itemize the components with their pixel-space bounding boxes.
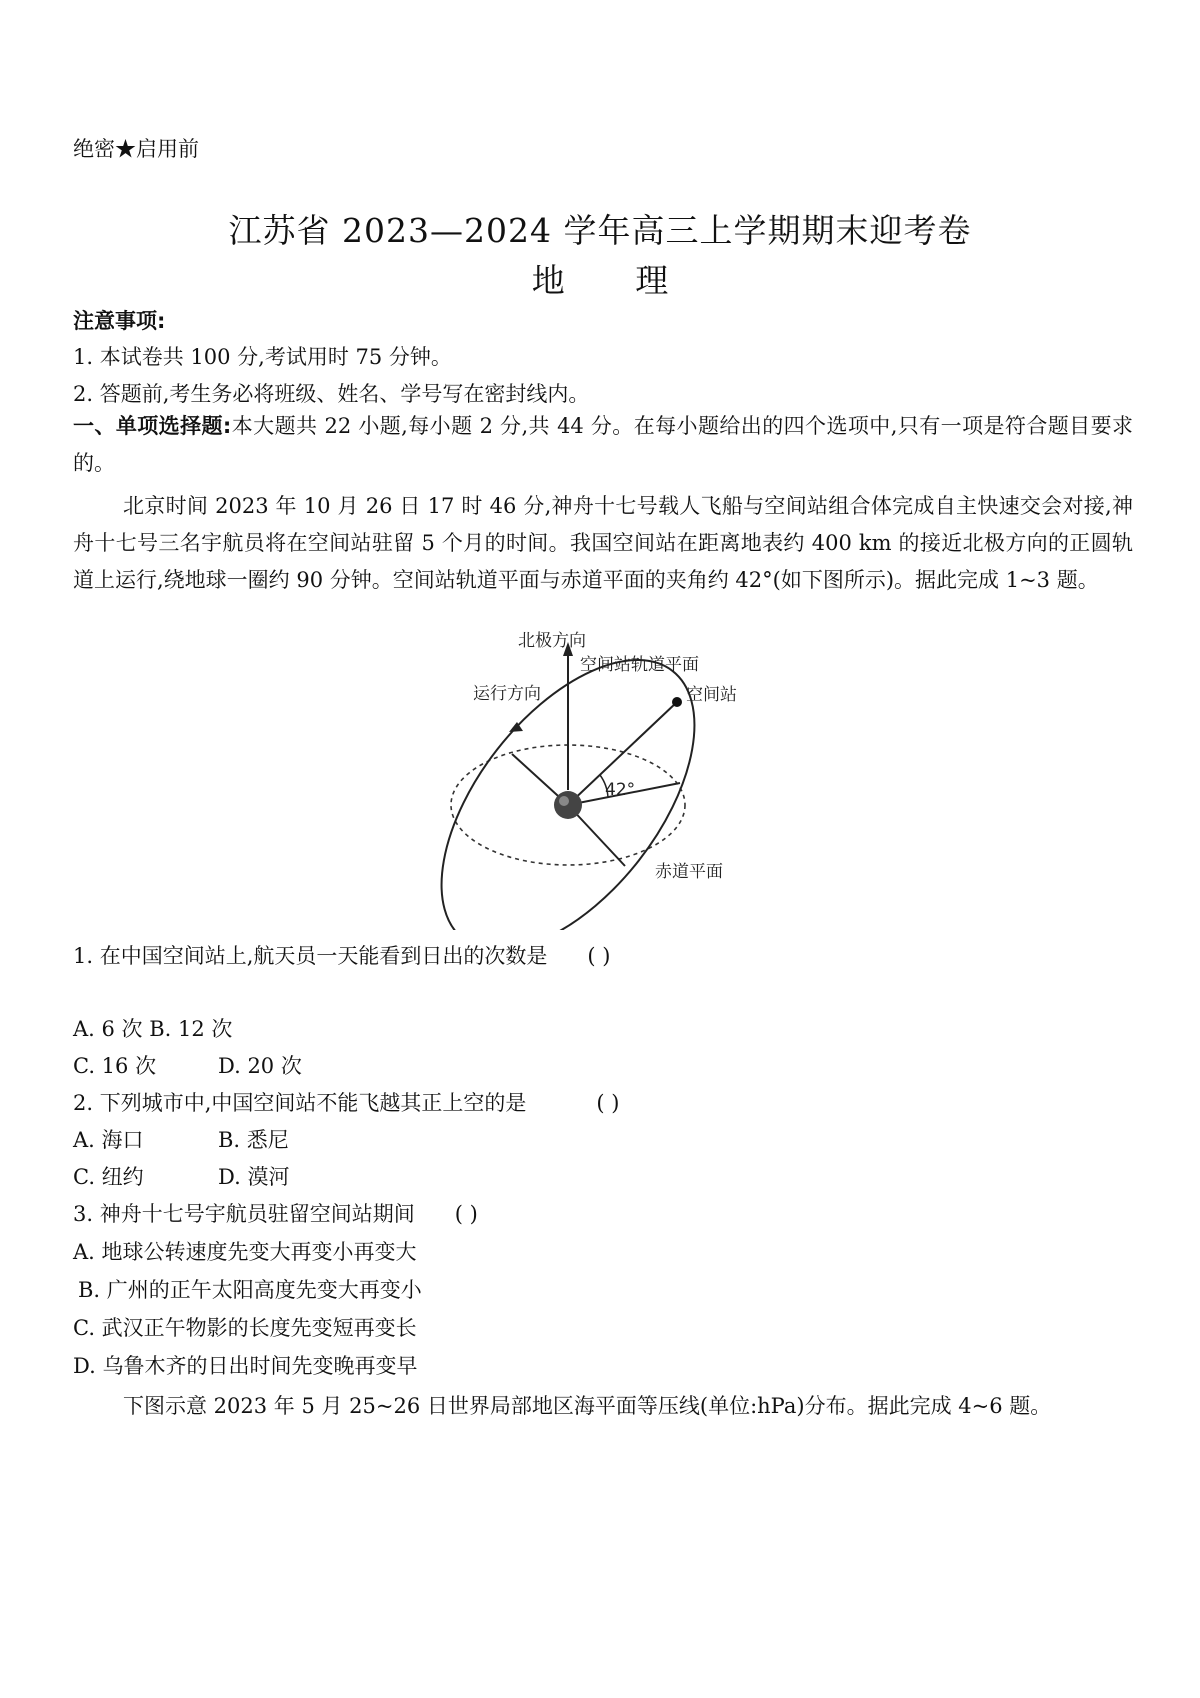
option: A. 地球公转速度先变大再变小再变大 [73, 1240, 417, 1264]
exam-subject: 地 理 [531, 261, 669, 300]
question-3 [73, 1198, 478, 1228]
answer-blank: ( ) [587, 944, 611, 968]
option: D. 乌鲁木齐的日出时间先变晚再变早 [73, 1354, 418, 1378]
angle-label: 42° [605, 780, 636, 800]
section-heading: 一、单项选择题: [73, 414, 232, 438]
orbit-diagram-svg [430, 630, 770, 930]
notice-item: 1. 本试卷共 100 分,考试用时 75 分钟。 [73, 345, 452, 369]
option: B. 广州的正午太阳高度先变大再变小 [78, 1278, 422, 1302]
option: D. 20 次 [218, 1054, 302, 1078]
option: C. 纽约 [73, 1165, 144, 1189]
equator-label: 赤道平面 [655, 862, 723, 882]
passage-1: 北京时间 2023 年 10 月 26 日 17 时 46 分,神舟十七号载人飞船与空间站组合体完成自主快速交会对接,神舟十七号三名宇航员将在空间站驻留 5 个月的时间。我国空间站在距离地表约 400 km 的接近北极方向的正圆轨道上运行,绕地球一圈约 90 分钟。空间站轨道平面与赤道平面的夹角约 42°(如下图所示)。据此完成 1~3 题。 [73, 494, 1133, 592]
option: D. 漠河 [218, 1165, 290, 1189]
question-stem: 2. 下列城市中,中国空间站不能飞越其正上空的是 [73, 1091, 527, 1115]
notice-heading: 注意事项: [73, 309, 166, 333]
orbit-label: 空间站轨道平面 [580, 655, 699, 675]
orbit-diagram [430, 630, 770, 930]
option: B. 悉尼 [218, 1128, 289, 1152]
answer-blank: ( ) [596, 1091, 620, 1115]
north-label: 北极方向 [518, 631, 586, 651]
question-1 [73, 940, 610, 970]
notice-item: 2. 答题前,考生务必将班级、姓名、学号写在密封线内。 [73, 382, 590, 406]
earth-highlight [559, 796, 569, 806]
exam-title: 江苏省 2023—2024 学年高三上学期期末迎考卷 [228, 211, 972, 250]
confidential-mark: 绝密★启用前 [73, 137, 199, 161]
passage-2: 下图示意 2023 年 5 月 25~26 日世界局部地区海平面等压线(单位:hPa)分布。据此完成 4~6 题。 [123, 1394, 1052, 1418]
question-stem: 1. 在中国空间站上,航天员一天能看到日出的次数是 [73, 944, 548, 968]
station-label: 空间站 [686, 685, 737, 705]
orbit-ellipse [430, 630, 744, 930]
option: C. 16 次 [73, 1054, 157, 1078]
option: A. 海口 [73, 1128, 144, 1152]
option: A. 6 次 B. 12 次 [73, 1017, 233, 1041]
option: C. 武汉正午物影的长度先变短再变长 [73, 1316, 417, 1340]
section-intro [73, 408, 1133, 482]
earth-icon [554, 791, 582, 819]
section-text: 本大题共 22 小题,每小题 2 分,共 44 分。在每小题给出的四个选项中,只有一项是符合题目要求的。 [73, 414, 1133, 475]
space-station-icon [672, 697, 682, 707]
answer-blank: ( ) [454, 1202, 478, 1226]
direction-label: 运行方向 [473, 684, 541, 704]
question-2 [73, 1087, 619, 1117]
question-stem: 3. 神舟十七号宇航员驻留空间站期间 [73, 1202, 415, 1226]
